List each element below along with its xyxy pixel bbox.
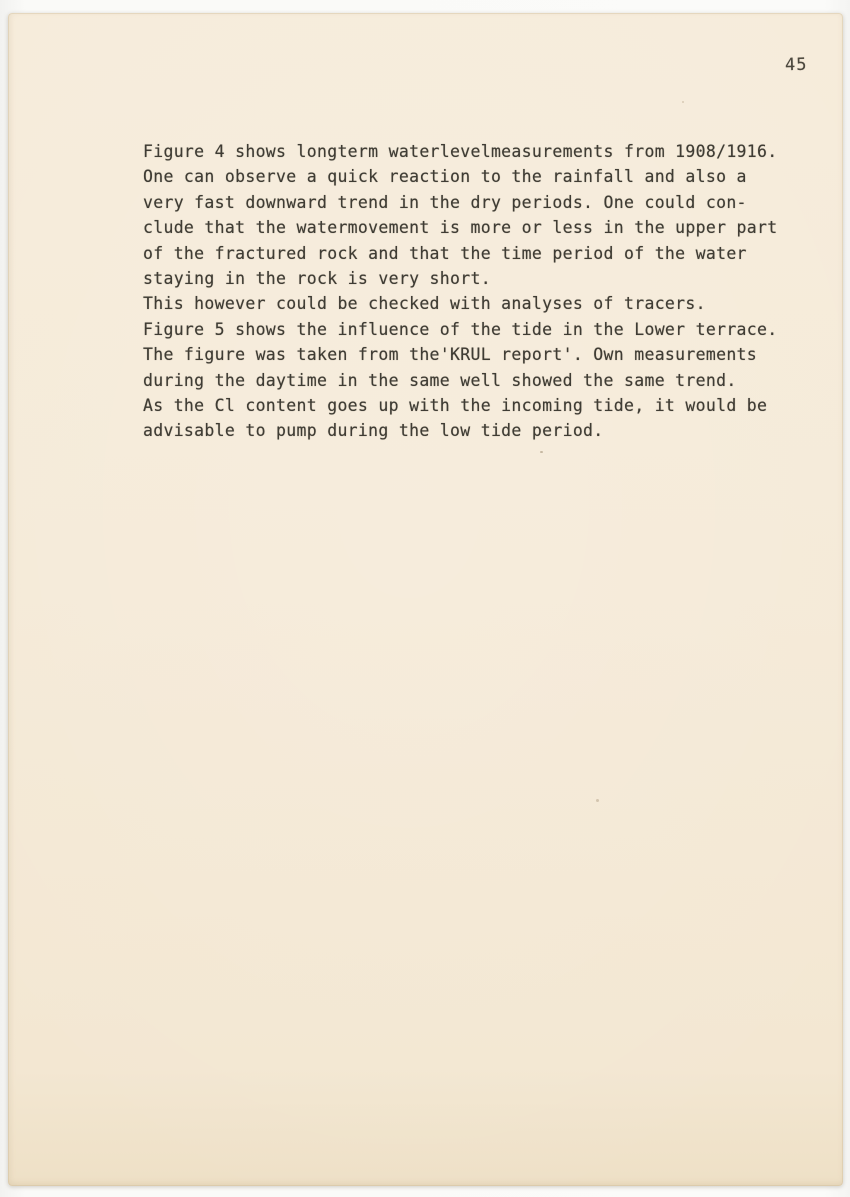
text-line: advisable to pump during the low tide period. <box>143 421 604 441</box>
paper-speck <box>682 101 684 103</box>
paper-speck <box>596 799 599 802</box>
text-line: As the Cl content goes up with the incoming tide, it would be <box>143 395 768 415</box>
text-line: The figure was taken from the'KRUL report'. Own measurements <box>143 345 758 365</box>
page-number: 45 <box>784 54 808 76</box>
text-line: during the daytime in the same well showed the same trend. <box>143 370 737 390</box>
text-line: Figure 5 shows the influence of the tide in the Lower terrace. <box>143 319 778 339</box>
text-line: One can observe a quick reaction to the rainfall and also a <box>143 167 747 187</box>
text-line: This however could be checked with analyses of tracers. <box>143 294 706 314</box>
text-line: very fast downward trend in the dry periods. One could con- <box>143 192 747 212</box>
paper-speck <box>540 451 543 453</box>
text-line: clude that the watermovement is more or less in the upper part <box>143 218 778 238</box>
text-line: Figure 4 shows longterm waterlevelmeasurements from 1908/1916. <box>143 142 778 161</box>
text-line: of the fractured rock and that the time period of the water <box>143 243 747 263</box>
document-page <box>8 13 843 1186</box>
text-line: staying in the rock is very short. <box>143 268 491 288</box>
typewritten-text-block <box>143 139 803 444</box>
